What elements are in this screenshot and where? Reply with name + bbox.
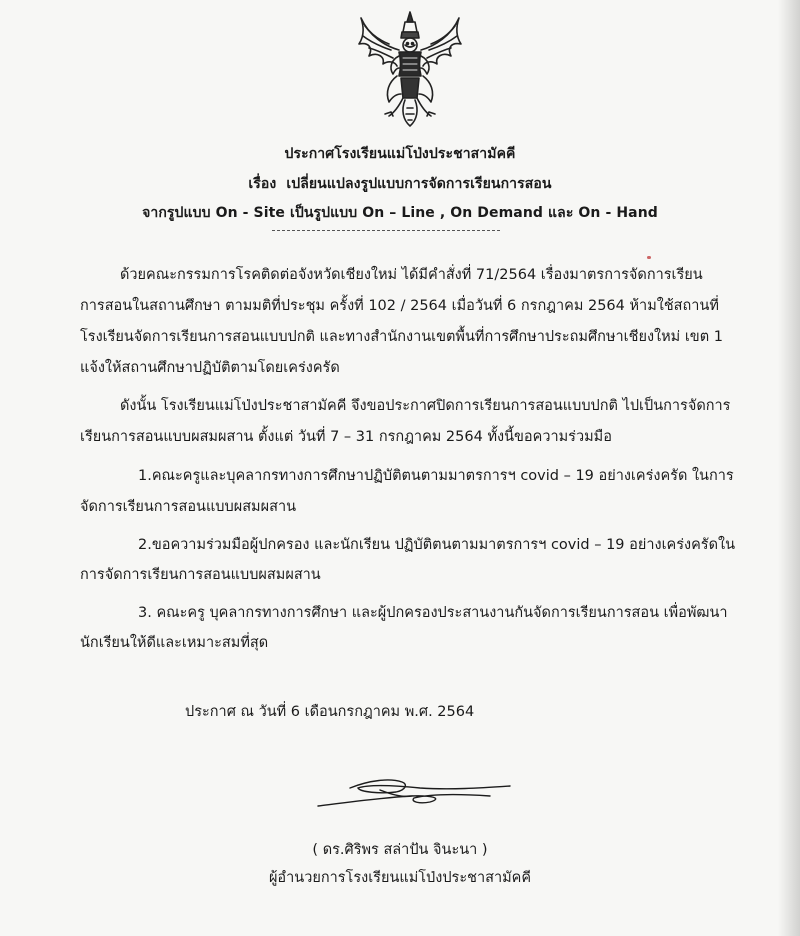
announcement-subject-detail: จากรูปแบบ On - Site เป็นรูปแบบ On – Line , On Demand และ On - Hand — [142, 205, 658, 221]
paragraph1-line: ด้วยคณะกรรมการโรคติดต่อจังหวัดเชียงใหม่ ได้มีคำสั่งที่ 71/2564 เรื่องมาตรการจัดการเรียน — [120, 267, 703, 283]
handwritten-signature — [310, 768, 540, 818]
announcement-date: ประกาศ ณ วันที่ 6 เดือนกรกฎาคม พ.ศ. 2564 — [185, 704, 475, 720]
signer-title: ผู้อำนวยการโรงเรียนแม่โป่งประชาสามัคคี — [268, 870, 532, 886]
item1-line: 1.คณะครูและบุคลากรทางการศึกษาปฏิบัติตนตามมาตรการฯ covid – 19 อย่างเคร่งครัด ในการ — [138, 468, 734, 484]
item3-line: 3. คณะครู บุคลากรทางการศึกษา และผู้ปกครองประสานงานกันจัดการเรียนการสอน เพื่อพัฒนา — [138, 605, 728, 621]
item3-line: นักเรียนให้ดีและเหมาะสมที่สุด — [80, 635, 269, 651]
page-edge-shadow — [778, 0, 800, 936]
subject-label: เรื่อง — [248, 176, 277, 192]
item2-line: 2.ขอความร่วมมือผู้ปกครอง และนักเรียน ปฏิบัติตนตามมาตรการฯ covid – 19 อย่างเคร่งครัดใน — [138, 537, 735, 553]
paragraph2-line: เรียนการสอนแบบผสมผสาน ตั้งแต่ วันที่ 7 – 31 กรกฎาคม 2564 ทั้งนี้ขอความร่วมมือ — [80, 429, 612, 445]
signer-name: ( ดร.ศิริพร สล่าปัน จินะนา ) — [312, 842, 488, 858]
subject-text: เปลี่ยนแปลงรูปแบบการจัดการเรียนการสอน — [286, 176, 552, 192]
item2-line: การจัดการเรียนการสอนแบบผสมผสาน — [80, 567, 321, 583]
announcement-subject — [0, 173, 800, 195]
paragraph1-line: การสอนในสถานศึกษา ตามมติที่ประชุม ครั้งที่ 102 / 2564 เมื่อวันที่ 6 กรกฎาคม 2564 ห้ามใช้สถานที่ — [80, 298, 719, 314]
garuda-emblem-icon — [355, 8, 465, 130]
paragraph2-line: ดังนั้น โรงเรียนแม่โป่งประชาสามัคคี จึงขอประกาศปิดการเรียนการสอนแบบปกติ ไปเป็นการจัดการ — [120, 398, 731, 414]
item1-line: จัดการเรียนการสอนแบบผสมผสาน — [80, 499, 297, 515]
paper-speck — [647, 256, 651, 259]
header-separator — [272, 230, 500, 231]
paragraph1-line: แจ้งให้สถานศึกษาปฏิบัติตามโดยเคร่งครัด — [80, 360, 340, 376]
announcement-title: ประกาศโรงเรียนแม่โป่งประชาสามัคคี — [284, 146, 516, 162]
paragraph1-line: โรงเรียนจัดการเรียนการสอนแบบปกติ และทางสำนักงานเขตพื้นที่การศึกษาประถมศึกษาเชียงใหม่ เขต 1 — [80, 329, 723, 345]
